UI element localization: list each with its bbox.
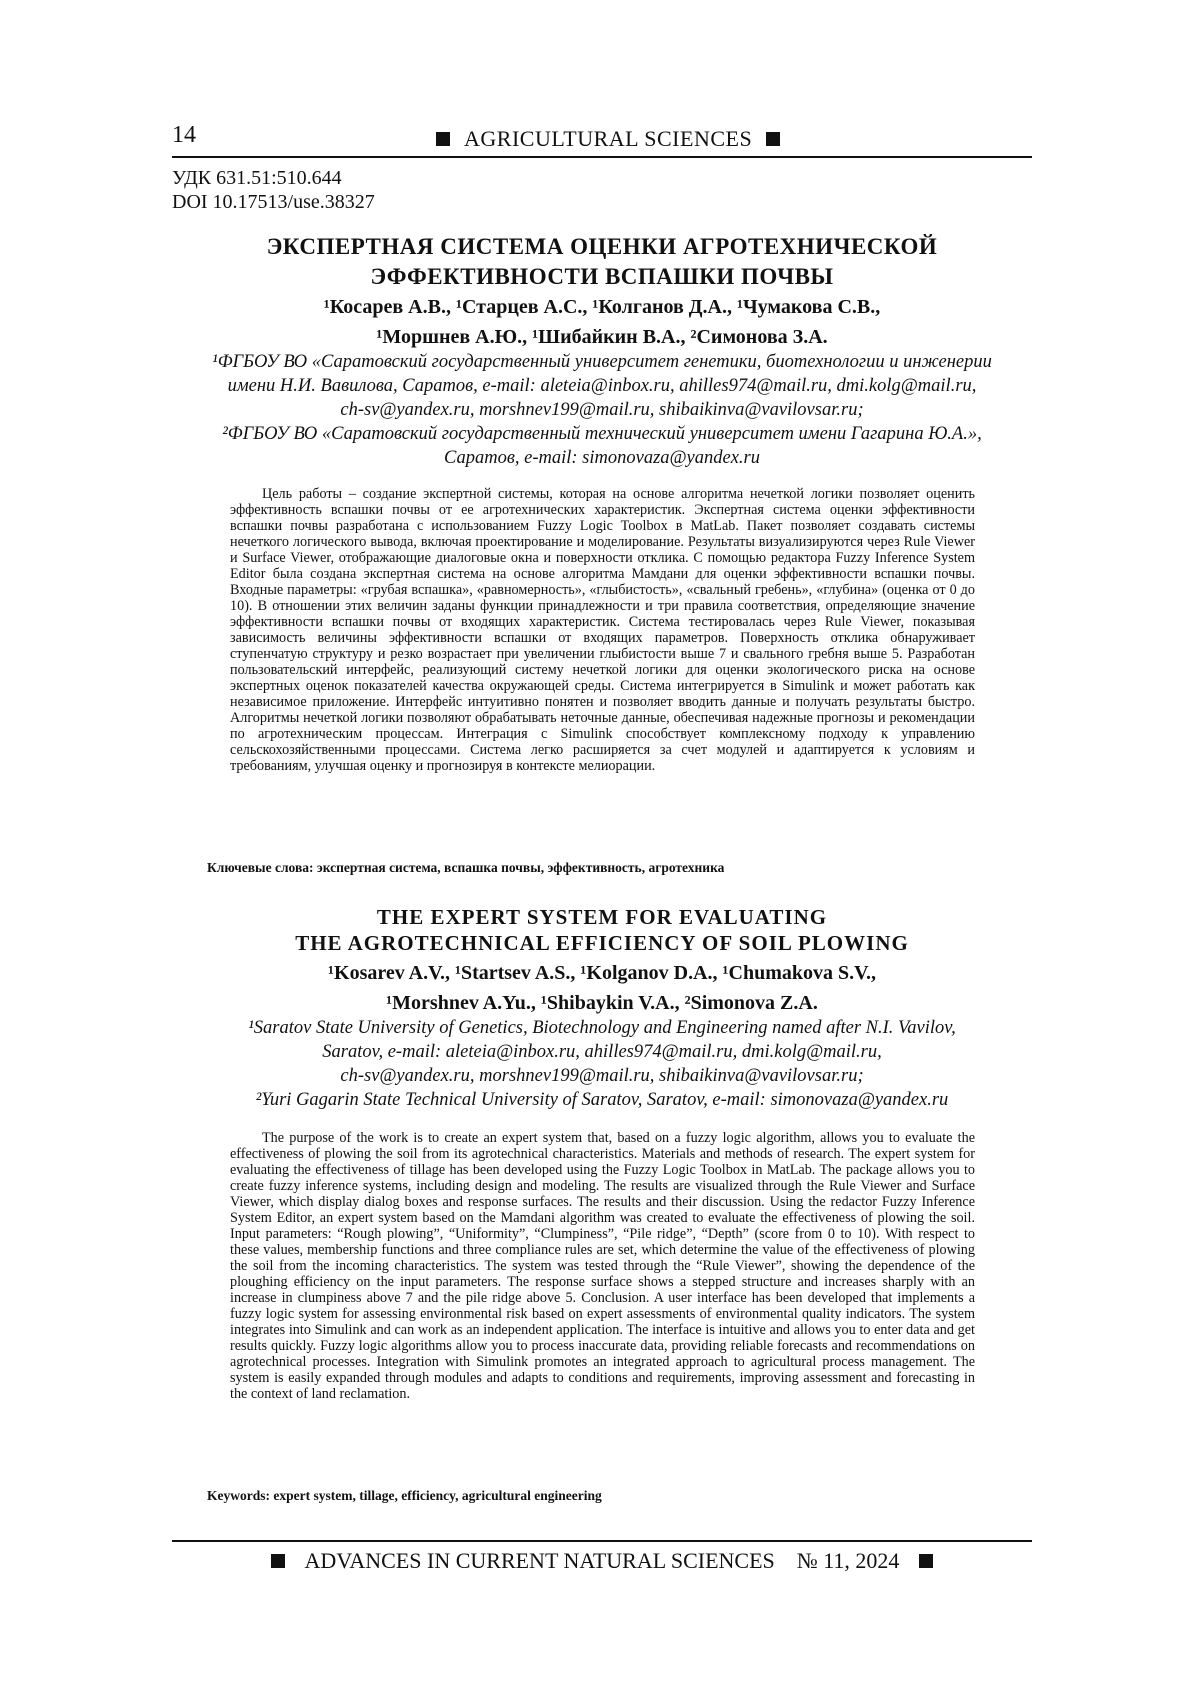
square-bullet-icon [766,132,780,146]
article-identifiers [172,166,375,214]
issue-number: № 11, 2024 [797,1548,900,1573]
ru-affil-line: имени Н.И. Вавилова, Саратов, e-mail: aleteia@inbox.ru, ahilles974@mail.ru, dmi.kolg@mail.ru, [172,374,1032,398]
journal-name: ADVANCES IN CURRENT NATURAL SCIENCES [305,1548,775,1573]
header-rule [172,156,1032,158]
doi: DOI 10.17513/use.38327 [172,190,375,214]
en-authors-line: ¹Kosarev A.V., ¹Startsev A.S., ¹Kolganov D.A., ¹Chumakova S.V., [172,958,1032,988]
en-article-title [172,904,1032,956]
ru-keywords: Ключевые слова: экспертная система, вспашка почвы, эффективность, агротехника [207,860,724,876]
ru-authors [172,292,1032,352]
en-affil-line: Saratov, e-mail: aleteia@inbox.ru, ahilles974@mail.ru, dmi.kolg@mail.ru, [172,1040,1032,1064]
square-bullet-icon [271,1554,285,1568]
running-footer [172,1548,1032,1574]
ru-affil-line: ²ФГБОУ ВО «Саратовский государственный технический университет имени Гагарина Ю.А.», [172,422,1032,446]
journal-page [0,0,1200,1697]
footer-rule [172,1540,1032,1542]
ru-abstract [230,486,975,774]
en-affil-line: ¹Saratov State University of Genetics, Biotechnology and Engineering named after N.I. Vavilov, [172,1016,1032,1040]
ru-affil-line: Саратов, e-mail: simonovaza@yandex.ru [172,446,1032,470]
en-affil-line: ²Yuri Gagarin State Technical University of Saratov, Saratov, e-mail: simonovaza@yandex.ru [172,1088,1032,1112]
ru-affil-line: ch-sv@yandex.ru, morshnev199@mail.ru, shibaikinva@vavilovsar.ru; [172,398,1032,422]
page-number: 14 [172,122,196,149]
ru-authors-line: ¹Косарев А.В., ¹Старцев А.С., ¹Колганов Д.А., ¹Чумакова С.В., [172,292,1032,322]
ru-abstract-text: Цель работы – создание экспертной системы, которая на основе алгоритма нечеткой логики позволяет оценить эффективность вспашки почвы от ее агротехнических характеристик. Экспертная система оценки эффективности вспашки почвы разработана с использованием Fuzzy Logic Toolbox в MatLab. Пакет позволяет создавать системы нечеткого логического вывода, включая проектирование и моделирование. Результаты визуализируются через Rule Viewer и Surface Viewer, отображающие диалоговые окна и поверхности отклика. С помощью редактора Fuzzy Inference System Editor была создана экспертная система на основе алгоритма Мамдани для оценки эффективности вспашки почвы. Входные параметры: «грубая вспашка», «равномерность», «глыбистость», «свальный гребень», «глубина» (оценка от 0 до 10). В отношении этих величин заданы функции принадлежности и три правила соответствия, определяющие значение эффективности вспашки почвы от входящих характеристик. Система тестировалась через Rule Viewer, показывая зависимость величины эффективности вспашки от входящих параметров. Поверхность отклика обнаруживает ступенчатую структуру и резко возрастает при увеличении глыбистости выше 7 и свального гребня выше 5. Разработан пользовательский интерфейс, реализующий систему нечеткой логики для оценки экологического риска на основе экспертных оценок показателей качества окружающей среды. Система интегрируется в Simulink и может работать как независимое приложение. Интерфейс интуитивно понятен и позволяет вводить данные и получать результаты быстро. Алгоритмы нечеткой логики позволяют обрабатывать неточные данные, обеспечивая надежные прогнозы и рекомендации по агротехническим процессам. Интеграция с Simulink способствует комплексному подходу к управлению сельскохозяйственными процессами. Система легко расширяется за счет модулей и адаптируется к условиям и требованиям, улучшая оценку и прогнозируя в контексте мелиорации. [230,486,975,774]
square-bullet-icon [436,132,450,146]
en-title-line: THE AGROTECHNICAL EFFICIENCY OF SOIL PLOWING [172,930,1032,956]
en-authors-line: ¹Morshnev A.Yu., ¹Shibaykin V.A., ²Simonova Z.A. [172,988,1032,1018]
ru-title-line: ЭФФЕКТИВНОСТИ ВСПАШКИ ПОЧВЫ [172,262,1032,292]
en-affiliations [172,1016,1032,1112]
section-title [422,126,794,152]
running-header [172,118,1032,158]
ru-title-line: ЭКСПЕРТНАЯ СИСТЕМА ОЦЕНКИ АГРОТЕХНИЧЕСКОЙ [172,232,1032,262]
en-authors [172,958,1032,1018]
en-title-line: THE EXPERT SYSTEM FOR EVALUATING [172,904,1032,930]
en-abstract [230,1130,975,1402]
en-affil-line: ch-sv@yandex.ru, morshnev199@mail.ru, shibaikinva@vavilovsar.ru; [172,1064,1032,1088]
section-label: AGRICULTURAL SCIENCES [464,126,752,151]
square-bullet-icon [919,1554,933,1568]
en-keywords: Keywords: expert system, tillage, efficiency, agricultural engineering [207,1488,602,1504]
ru-article-title [172,232,1032,292]
ru-affiliations [172,350,1032,470]
udc-code: УДК 631.51:510.644 [172,166,375,190]
ru-authors-line: ¹Моршнев А.Ю., ¹Шибайкин В.А., ²Симонова З.А. [172,322,1032,352]
en-abstract-text: The purpose of the work is to create an expert system that, based on a fuzzy logic algorithm, allows you to evaluate the effectiveness of plowing the soil from its agrotechnical characteristics. Materials and methods of research. The expert system for evaluating the effectiveness of tillage has been developed using the Fuzzy Logic Toolbox in MatLab. The package allows you to create fuzzy inference systems, including design and modeling. The results are visualized through the Rule Viewer and Surface Viewer, which display dialog boxes and response surfaces. The results and their discussion. Using the redactor Fuzzy Inference System Editor, an expert system based on the Mamdani algorithm was created to evaluate the effectiveness of plowing the soil. Input parameters: “Rough plowing”, “Uniformity”, “Clumpiness”, “Pile ridge”, “Depth” (score from 0 to 10). With respect to these values, membership functions and three compliance rules are set, which determine the value of the effectiveness of plowing the soil from the incoming characteristics. The system was tested through the “Rule Viewer”, showing the dependence of the ploughing efficiency on the input parameters. The response surface shows a stepped structure and increases sharply with an increase in clumpiness above 7 and the pile ridge above 5. Conclusion. A user interface has been developed that implements a fuzzy logic system for assessing environmental risk based on expert assessments of environmental quality indicators. The system integrates into Simulink and can work as an independent application. The interface is intuitive and allows you to enter data and get results quickly. Fuzzy logic algorithms allow you to process inaccurate data, providing reliable forecasts and recommendations on agrotechnical processes. Integration with Simulink promotes an integrated approach to agricultural process management. The system is easily expanded through modules and adapts to conditions and requirements, improving assessment and forecasting in the context of land reclamation. [230,1130,975,1402]
ru-affil-line: ¹ФГБОУ ВО «Саратовский государственный университет генетики, биотехнологии и инженерии [172,350,1032,374]
